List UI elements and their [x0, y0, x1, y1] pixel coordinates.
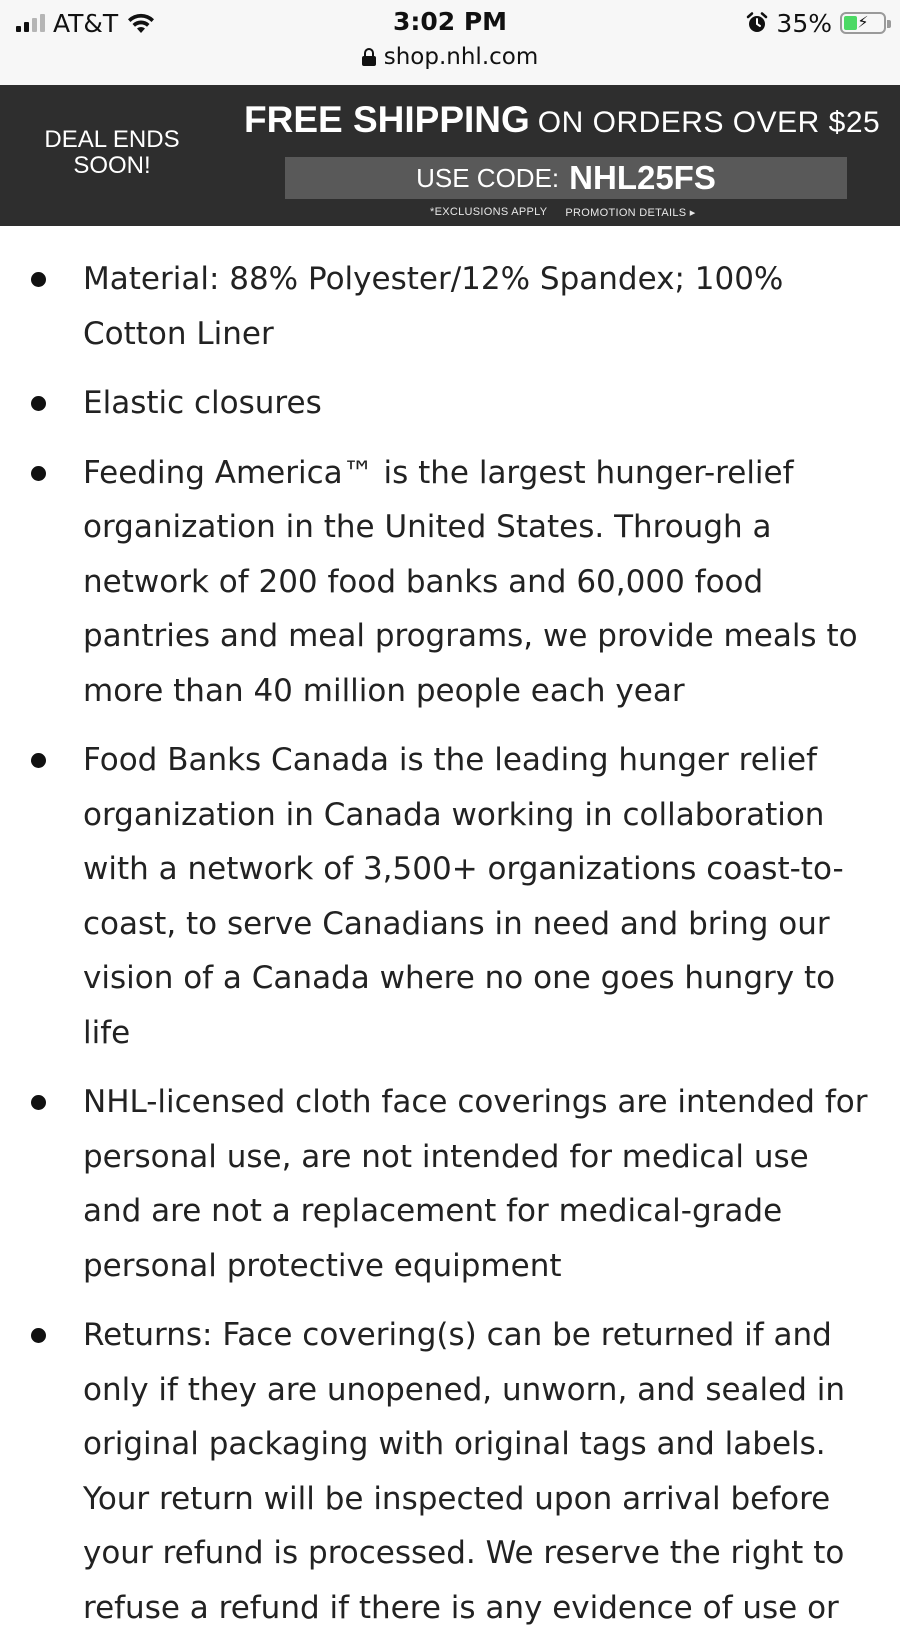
bullet-icon	[31, 753, 46, 768]
promo-banner[interactable]	[0, 85, 900, 226]
carrier-name: AT&T	[53, 8, 119, 38]
promo-code-box	[285, 157, 847, 199]
url-text: shop.nhl.com	[383, 44, 539, 70]
list-item-text: Elastic closures	[83, 385, 322, 421]
status-right	[746, 8, 886, 38]
list-item	[0, 446, 900, 719]
bullet-icon	[31, 1095, 46, 1110]
promotion-details-link[interactable]: PROMOTION DETAILS ▸	[565, 207, 696, 219]
promo-code-value: NHL25FS	[569, 159, 716, 196]
status-bar	[0, 0, 900, 85]
charging-bolt-icon: ⚡	[857, 12, 869, 32]
promo-headline	[244, 99, 889, 141]
bullet-icon	[31, 1328, 46, 1343]
list-item-text: Returns: Face covering(s) can be returned if and only if they are unopened, unworn, and sealed in original packaging with original tags and labels. Your return will be inspected upon arrival before your refund is processed. We reserve the right to refuse a refund if there is any evidence of use or	[83, 1317, 846, 1626]
alarm-icon	[746, 12, 768, 34]
list-item	[0, 733, 900, 1060]
product-details	[0, 226, 900, 1626]
list-item	[0, 252, 900, 361]
promo-code-label: USE CODE:	[416, 162, 560, 193]
list-item	[0, 1075, 900, 1293]
battery-icon	[840, 12, 886, 34]
deal-ends-label: DEAL ENDS SOON!	[44, 126, 180, 179]
address-bar[interactable]	[0, 44, 900, 70]
list-item	[0, 1308, 900, 1635]
list-item	[0, 376, 900, 431]
bullet-icon	[31, 272, 46, 287]
product-details-list	[0, 226, 900, 1635]
list-item-text: Food Banks Canada is the leading hunger relief organization in Canada working in collaboration with a network of 3,500+ organizations coast-to-coast, to serve Canadians in need and bring our vision of a Canada where no one goes hungry to life	[83, 742, 844, 1051]
free-shipping-text: FREE SHIPPING	[244, 99, 530, 140]
battery-percent: 35%	[776, 8, 832, 38]
exclusions-link[interactable]: *EXCLUSIONS APPLY	[430, 206, 548, 218]
order-minimum-text: ON ORDERS OVER $25	[537, 106, 881, 139]
promo-fine-print	[430, 206, 696, 219]
list-item-text: NHL-licensed cloth face coverings are intended for personal use, are not intended for medical use and are not a replacement for medical-grade personal protective equipment	[83, 1084, 868, 1284]
list-item-text: Feeding America™ is the largest hunger-relief organization in the United States. Through a network of 200 food banks and 60,000 food pantries and meal programs, we provide meals to more than 40 million people each year	[83, 454, 858, 709]
bullet-icon	[31, 466, 46, 481]
lock-icon	[362, 48, 376, 66]
list-item-text: Material: 88% Polyester/12% Spandex; 100% Cotton Liner	[83, 261, 784, 352]
clock: 3:02 PM	[392, 7, 508, 36]
bullet-icon	[31, 396, 46, 411]
